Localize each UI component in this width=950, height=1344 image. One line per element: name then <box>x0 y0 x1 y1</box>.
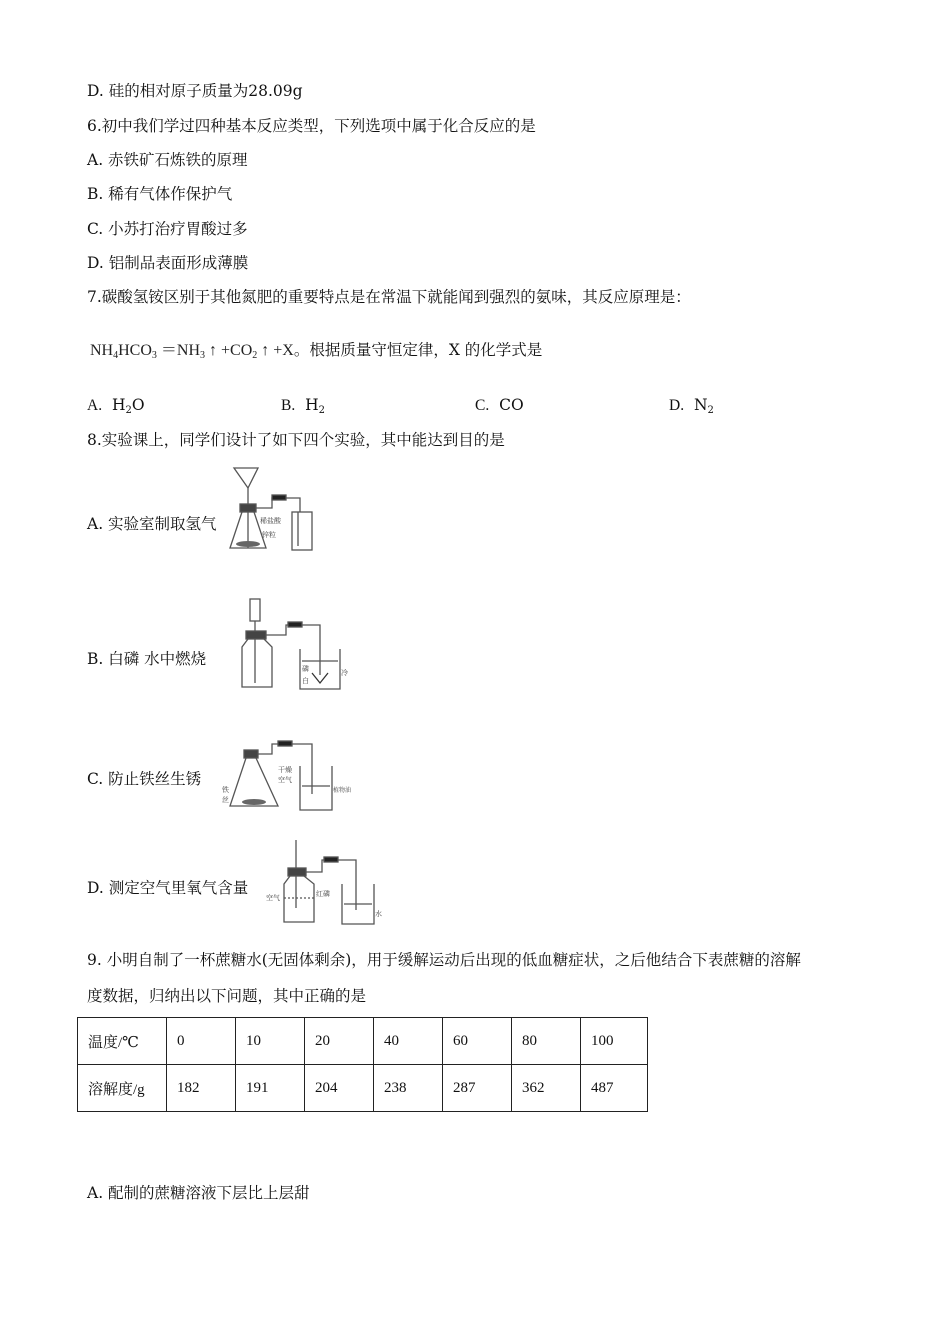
svg-text:磷: 磷 <box>302 665 309 673</box>
table-cell: 238 <box>374 1065 443 1112</box>
svg-text:植物油: 植物油 <box>333 787 352 794</box>
svg-text:空气: 空气 <box>278 776 292 784</box>
q7-choice-c: C. CO <box>475 396 524 414</box>
q7-equation-tail: 。根据质量守恒定律，X 的化学式是 <box>293 341 543 359</box>
table-row <box>78 1065 648 1112</box>
table-cell: 溶解度/g <box>78 1065 167 1112</box>
q7-choice-d: D. $N_2$ <box>669 396 714 416</box>
svg-text:水: 水 <box>375 910 382 918</box>
chemical-equation: $NH_4HCO_3 =NH_3$ ↑ $+CO_2$ ↑ +X <box>90 342 294 361</box>
q8-stem: 8.实验课上，同学们设计了如下四个实验，其中能达到目的是 <box>87 431 505 449</box>
table-cell: 20 <box>305 1018 374 1065</box>
q7-equation-line <box>90 340 542 366</box>
svg-text:丝: 丝 <box>222 796 229 804</box>
table-cell: 100 <box>581 1018 648 1065</box>
oxygen-content-apparatus-figure <box>262 838 382 928</box>
table-cell: 182 <box>167 1065 236 1112</box>
svg-text:白: 白 <box>302 677 309 685</box>
q7-choice-a: A. $H_2O$ <box>87 396 145 416</box>
table-cell: 0 <box>167 1018 236 1065</box>
q8-option-a: A. 实验室制取氢气 <box>87 515 217 533</box>
table-cell: 204 <box>305 1065 374 1112</box>
table-cell: 487 <box>581 1065 648 1112</box>
table-cell: 80 <box>512 1018 581 1065</box>
q7-choice-b: B. $H_2$ <box>281 396 325 416</box>
table-cell: 287 <box>443 1065 512 1112</box>
q6-option-a: A. 赤铁矿石炼铁的原理 <box>87 151 248 169</box>
svg-text:红磷: 红磷 <box>316 890 330 898</box>
svg-text:稀盐酸: 稀盐酸 <box>260 517 281 525</box>
q6-option-d: D. 铝制品表面形成薄膜 <box>87 254 249 272</box>
hydrogen-apparatus-figure <box>222 460 322 560</box>
table-cell: 10 <box>236 1018 305 1065</box>
table-cell: 温度/℃ <box>78 1018 167 1065</box>
table-cell: 362 <box>512 1065 581 1112</box>
q9-stem-line1: 9. 小明自制了一杯蔗糖水(无固体剩余)，用于缓解运动后出现的低血糖症状，之后他结合下表蔗糖的溶解 <box>87 951 801 969</box>
svg-text:空气: 空气 <box>266 894 280 902</box>
svg-text:锌粒: 锌粒 <box>262 531 276 539</box>
table-cell: 40 <box>374 1018 443 1065</box>
q6-option-c: C. 小苏打治疗胃酸过多 <box>87 220 248 238</box>
svg-text:冷: 冷 <box>341 669 348 677</box>
q8-option-d: D. 测定空气里氧气含量 <box>87 879 249 897</box>
svg-text:干燥: 干燥 <box>278 766 292 774</box>
table-cell: 60 <box>443 1018 512 1065</box>
q6-option-b: B. 稀有气体作保护气 <box>87 185 233 203</box>
table-row <box>78 1018 648 1065</box>
q8-option-b: B. 白磷 水中燃烧 <box>87 650 207 668</box>
q7-stem: 7.碳酸氢铵区别于其他氮肥的重要特点是在常温下就能闻到强烈的氨味，其反应原理是： <box>87 288 691 306</box>
sucrose-solubility-table <box>77 1017 648 1112</box>
white-phosphorus-apparatus-figure <box>228 595 348 695</box>
q9-stem-line2: 度数据，归纳出以下问题，其中正确的是 <box>87 987 367 1005</box>
iron-wire-rust-apparatus-figure <box>220 730 352 815</box>
table-cell: 191 <box>236 1065 305 1112</box>
q8-option-c: C. 防止铁丝生锈 <box>87 770 202 788</box>
q5-option-d: D. 硅的相对原子质量为28.09g <box>87 82 303 100</box>
q9-option-a: A. 配制的蔗糖溶液下层比上层甜 <box>87 1184 310 1202</box>
svg-text:铁: 铁 <box>222 786 229 794</box>
q6-stem: 6.初中我们学过四种基本反应类型，下列选项中属于化合反应的是 <box>87 117 536 135</box>
